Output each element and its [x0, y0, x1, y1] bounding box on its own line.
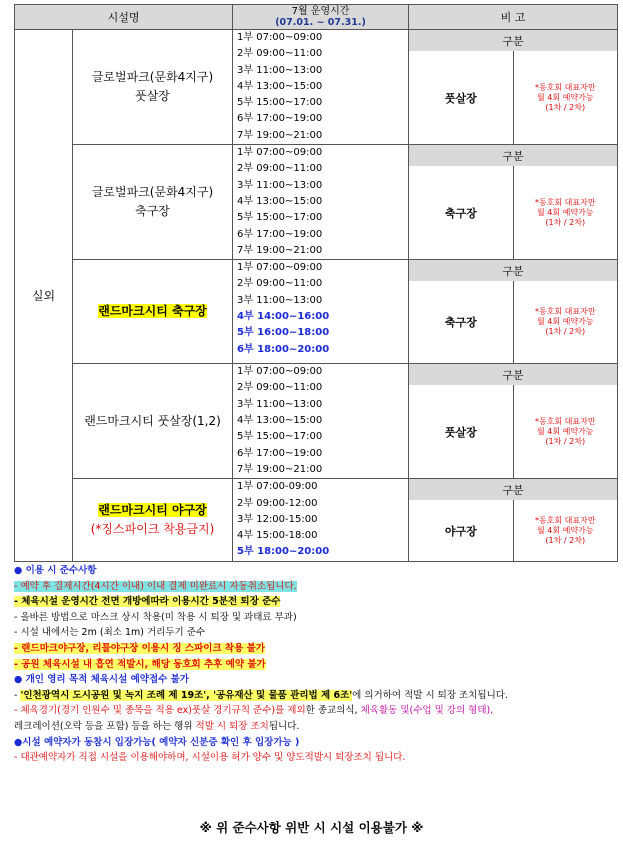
header-hours: 7월 운영시간 (07.01. ~ 07.31.) — [233, 5, 409, 30]
remarks-cell — [409, 260, 618, 364]
note-item: - 예약 후 결제시간(4시간 이내) 이내 결제 미완료시 자동취소됩니다. — [14, 580, 297, 592]
note-item: - 대관예약자가 직접 시설을 이용해야하며, 시설이용 허가 양수 및 양도적발시 퇴장조치 됩니다. — [14, 752, 406, 764]
table-header-row — [15, 5, 618, 30]
note-item: - 랜드마크야구장, 리틀야구장 이용시 징 스파이크 착용 불가 — [14, 642, 265, 654]
table-row — [15, 30, 618, 145]
facility-type: 야구장 — [409, 500, 513, 561]
reservation-note: *동호회 대표자만 월 4회 예약가능 (1차 / 2차) — [534, 515, 596, 545]
reservation-note: *동호회 대표자만 월 4회 예약가능 (1차 / 2차) — [534, 82, 596, 112]
note-item: 레크레이션(오락 등을 포함) 등을 하는 행위 적발 시 퇴장 조치됩니다. — [14, 720, 300, 732]
header-facility: 시설명 — [15, 5, 233, 30]
note-item: - 올바른 방법으로 마스크 상시 착용(미 착용 시 퇴장 및 과태료 부과) — [14, 611, 297, 623]
facility-type: 풋살장 — [409, 385, 513, 478]
section-title: ● 이용 시 준수사항 — [14, 565, 97, 576]
notes-section — [14, 563, 614, 766]
group-label: 구분 — [409, 364, 617, 385]
group-label: 구분 — [409, 145, 617, 166]
table-row — [15, 364, 618, 479]
group-label: 구분 — [409, 30, 617, 51]
facility-type: 축구장 — [409, 281, 513, 363]
note-item: - 체육시설 운영시간 전면 개방에따라 이용시간 5분전 퇴장 준수 — [14, 596, 281, 608]
note-item: - 공원 체육시설 내 흡연 적발시, 해당 동호회 추후 예약 불가 — [14, 658, 266, 670]
schedule-table — [14, 4, 618, 562]
table-row — [15, 260, 618, 364]
note-item: - '인천광역시 도시공원 및 녹지 조례 제 19조', '공유재산 및 물품 관리법 제 6조'에 의거하여 적발 시 퇴장 조치됩니다. — [14, 689, 508, 701]
facility-type: 축구장 — [409, 166, 513, 259]
group-label: 구분 — [409, 260, 617, 281]
remarks-cell — [409, 30, 618, 145]
times-cell: 1부 07:00~09:00 2부 09:00~11:00 3부 11:00~13:00 4부 13:00~15:00 5부 15:00~17:00 6부 17:00~19:00 7부 19:00~21:00 — [233, 145, 409, 260]
reservation-note: *동호회 대표자만 월 4회 예약가능 (1차 / 2차) — [534, 307, 596, 337]
group-label: 구분 — [409, 479, 617, 500]
facility-cell: 랜드마크시티 축구장 — [73, 260, 233, 364]
remarks-cell — [409, 145, 618, 260]
section-title: ● 개인 영리 목적 체육시설 예약접수 불가 — [14, 674, 189, 686]
times-cell: 1부 07:00~09:00 2부 09:00~11:00 3부 11:00~13:00 4부 14:00~16:00 5부 16:00~18:00 6부 18:00~20:00 — [233, 260, 409, 364]
times-cell: 1부 07:00~09:00 2부 09:00~11:00 3부 11:00~13:00 4부 13:00~15:00 5부 15:00~17:00 6부 17:00~19:00 7부 19:00~21:00 — [233, 364, 409, 479]
facility-cell: 랜드마크시티 풋살장(1,2) — [73, 364, 233, 479]
times-cell: 1부 07:00~09:00 2부 09:00~11:00 3부 11:00~13:00 4부 13:00~15:00 5부 15:00~17:00 6부 17:00~19:00 7부 19:00~21:00 — [233, 30, 409, 145]
times-cell: 1부 07:00-09:00 2부 09:00-12:00 3부 12:00-15:00 4부 15:00-18:00 5부 18:00~20:00 — [233, 479, 409, 562]
facility-cell: 랜드마크시티 야구장 (*징스파이크 착용금지) — [73, 479, 233, 562]
category-cell: 실외 — [15, 30, 73, 562]
table-row — [15, 479, 618, 562]
reservation-note: *동호회 대표자만 월 4회 예약가능 (1차 / 2차) — [534, 416, 596, 446]
reservation-note: *동호회 대표자만 월 4회 예약가능 (1차 / 2차) — [534, 197, 596, 227]
header-remarks: 비 고 — [409, 5, 618, 30]
remarks-cell — [409, 364, 618, 479]
remarks-cell — [409, 479, 618, 562]
note-item: - 시설 내에서는 2m (최소 1m) 거리두기 준수 — [14, 627, 206, 639]
facility-cell: 글로벌파크(문화4지구) 풋살장 — [73, 30, 233, 145]
facility-cell: 글로벌파크(문화4지구) 축구장 — [73, 145, 233, 260]
section-title: ●시설 예약자가 동참시 입장가능( 예약자 신분증 확인 후 입장가능 ) — [14, 736, 300, 748]
note-item: - 체육경기(경기 인원수 및 종목을 적용 ex)풋살 경기규칙 준수)를 제외한 종교의식, 체육활동 및(수업 및 강의 형태), — [14, 705, 494, 717]
facility-type: 풋살장 — [409, 51, 513, 144]
table-row — [15, 145, 618, 260]
final-warning: ※ 위 준수사항 위반 시 시설 이용불가 ※ — [199, 820, 424, 835]
